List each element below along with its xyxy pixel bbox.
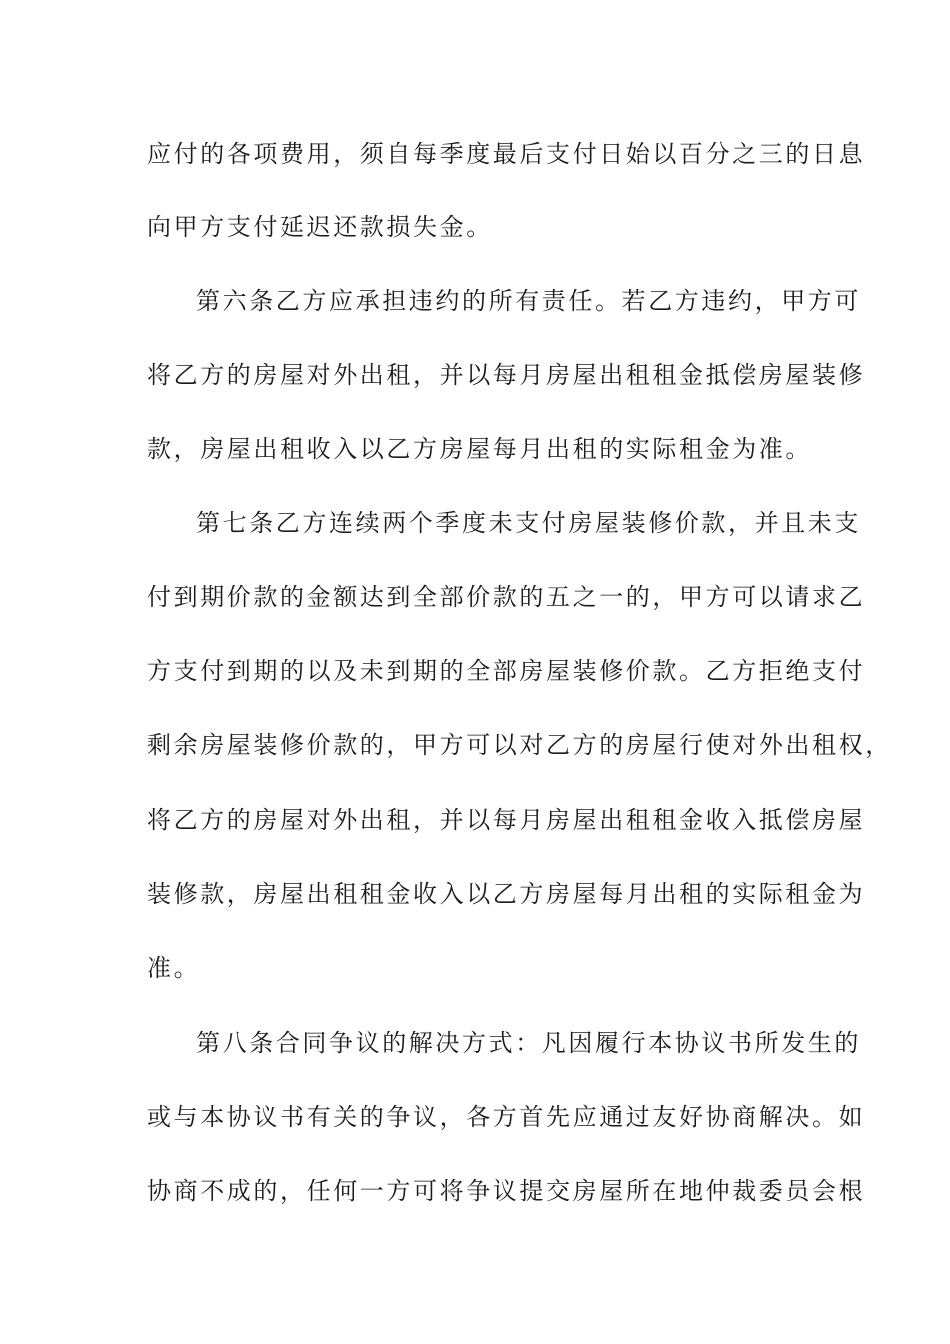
paragraph-start-line: 第七条乙方连续两个季度未支付房屋装修价款，并且未支 xyxy=(196,509,861,537)
text-line: 协商不成的，任何一方可将争议提交房屋所在地仲裁委员会根 xyxy=(147,1177,866,1205)
paragraph-start-line: 第六条乙方应承担违约的所有责任。若乙方违约，甲方可 xyxy=(196,287,861,315)
text-line: 应付的各项费用，须自每季度最后支付日始以百分之三的日息 xyxy=(147,140,866,168)
text-line: 向甲方支付延迟还款损失金。 xyxy=(147,213,493,241)
text-line: 付到期价款的金额达到全部价款的五之一的，甲方可以请求乙 xyxy=(147,583,866,611)
text-line: 剩余房屋装修价款的，甲方可以对乙方的房屋行使对外出租权， xyxy=(147,731,892,759)
text-line: 装修款，房屋出租租金收入以乙方房屋每月出租的实际租金为 xyxy=(147,880,866,908)
paragraph-start-line: 第八条合同争议的解决方式：凡因履行本协议书所发生的 xyxy=(196,1029,861,1057)
text-line: 或与本协议书有关的争议，各方首先应通过友好协商解决。如 xyxy=(147,1103,866,1131)
text-line: 将乙方的房屋对外出租，并以每月房屋出租租金收入抵偿房屋 xyxy=(147,806,866,834)
text-line: 准。 xyxy=(147,954,201,982)
text-line: 款，房屋出租收入以乙方房屋每月出租的实际租金为准。 xyxy=(147,435,812,463)
text-line: 将乙方的房屋对外出租，并以每月房屋出租租金抵偿房屋装修 xyxy=(147,361,866,389)
text-line: 方支付到期的以及未到期的全部房屋装修价款。乙方拒绝支付 xyxy=(147,657,866,685)
